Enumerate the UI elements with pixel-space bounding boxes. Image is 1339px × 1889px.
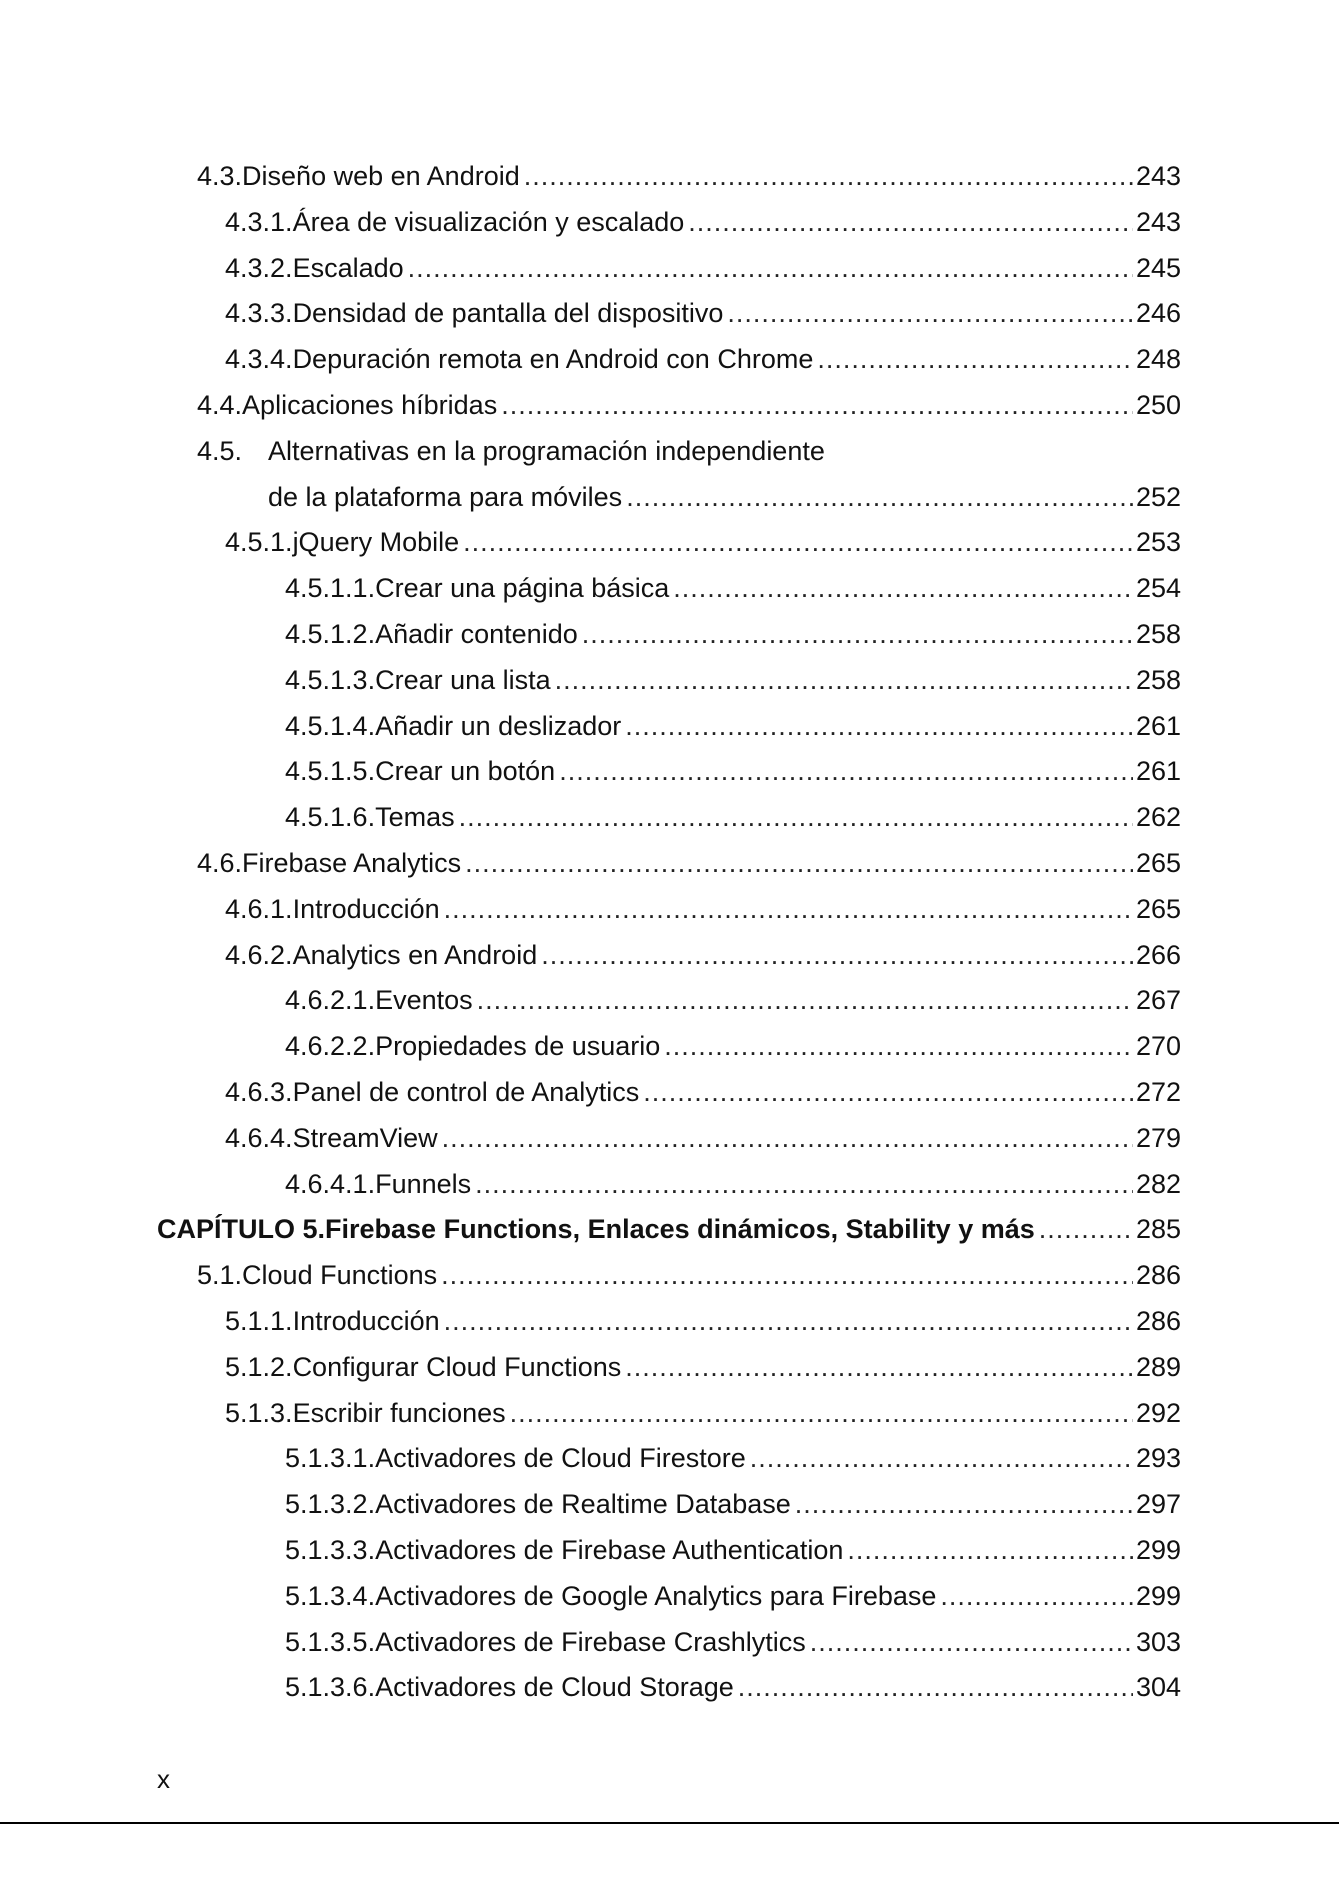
- entry-number: 4.6.1.: [225, 893, 293, 924]
- toc-entry[interactable]: [0, 612, 1339, 658]
- dot-leader: [524, 154, 1133, 200]
- entry-number: 4.5.1.1.: [285, 573, 376, 604]
- entry-number: 4.5.1.: [225, 527, 293, 558]
- entry-number: 4.6.4.1.: [285, 1168, 376, 1199]
- toc-chapter-entry[interactable]: [0, 1207, 1339, 1253]
- toc-entry[interactable]: [0, 841, 1339, 887]
- toc-entry[interactable]: [0, 704, 1339, 750]
- entry-number: 4.3.3.: [225, 298, 293, 329]
- dot-leader: [501, 383, 1133, 429]
- toc-entry[interactable]: [0, 337, 1339, 383]
- chapter-title: Firebase Functions, Enlaces dinámicos, Stability y más: [325, 1214, 1035, 1245]
- entry-title: Panel de control de Analytics: [292, 1076, 640, 1107]
- entry-page: 248: [1135, 344, 1181, 375]
- dot-leader: [738, 1665, 1133, 1711]
- entry-page: 250: [1135, 389, 1181, 420]
- entry-title: Crear una lista: [375, 664, 551, 695]
- entry-number: 5.1.3.1.: [285, 1443, 376, 1474]
- toc-entry[interactable]: [0, 1620, 1339, 1666]
- dot-leader: [643, 1070, 1133, 1116]
- entry-page: 243: [1135, 161, 1181, 191]
- dot-leader: [795, 1482, 1133, 1528]
- entry-title: Activadores de Cloud Storage: [375, 1672, 734, 1703]
- entry-number: 5.1.3.5.: [285, 1626, 376, 1657]
- entry-page: 243: [1135, 206, 1181, 237]
- toc-entry[interactable]: [0, 1162, 1339, 1208]
- entry-page: 297: [1135, 1489, 1181, 1520]
- entry-page: 286: [1135, 1305, 1181, 1336]
- entry-page: 258: [1135, 664, 1181, 695]
- toc-entry[interactable]: [0, 1665, 1339, 1711]
- dot-leader: [940, 1574, 1133, 1620]
- entry-number: 5.1.1.: [225, 1305, 293, 1336]
- entry-page: 303: [1135, 1626, 1181, 1657]
- entry-title: Eventos: [375, 985, 473, 1016]
- entry-number: 5.1.3.3.: [285, 1534, 376, 1565]
- entry-title: Introducción: [292, 1305, 440, 1336]
- toc-entry[interactable]: [0, 520, 1339, 566]
- toc-entry[interactable]: [0, 887, 1339, 933]
- dot-leader: [477, 978, 1133, 1024]
- toc-entry[interactable]: [0, 383, 1339, 429]
- dot-leader: [817, 337, 1133, 383]
- entry-title: Densidad de pantalla del dispositivo: [292, 298, 724, 329]
- entry-title: Añadir contenido: [375, 618, 578, 649]
- dot-leader: [625, 1345, 1133, 1391]
- toc-entry[interactable]: [0, 749, 1339, 795]
- entry-number: 4.3.: [197, 161, 243, 191]
- dot-leader: [810, 1620, 1133, 1666]
- toc-entry[interactable]: [0, 1116, 1339, 1162]
- entry-number: 4.5.1.2.: [285, 618, 376, 649]
- entry-title: Activadores de Realtime Database: [375, 1489, 791, 1520]
- entry-title: Crear una página básica: [375, 573, 670, 604]
- entry-title: Activadores de Cloud Firestore: [375, 1443, 746, 1474]
- entry-title: Cloud Functions: [242, 1260, 438, 1291]
- toc-entry[interactable]: [0, 1574, 1339, 1620]
- toc-entry[interactable]: [0, 1436, 1339, 1482]
- toc-entry[interactable]: [0, 1299, 1339, 1345]
- entry-page: 293: [1135, 1443, 1181, 1474]
- dot-leader: [444, 887, 1133, 933]
- entry-title: Crear un botón: [375, 756, 556, 787]
- entry-title: Escalado: [292, 252, 404, 283]
- dot-leader: [559, 749, 1133, 795]
- entry-number: 4.3.4.: [225, 344, 293, 375]
- toc-entry-continuation[interactable]: [0, 475, 1339, 521]
- dot-leader: [750, 1436, 1133, 1482]
- entry-number: 4.6.: [197, 847, 243, 878]
- entry-title: Diseño web en Android: [242, 161, 520, 191]
- page-number: x: [157, 1764, 170, 1794]
- toc-entry[interactable]: [0, 1345, 1339, 1391]
- chapter-number: CAPÍTULO 5.: [157, 1214, 326, 1245]
- entry-number: 4.5.1.3.: [285, 664, 376, 695]
- entry-page: 254: [1135, 573, 1181, 604]
- dot-leader: [673, 566, 1133, 612]
- dot-leader: [1039, 1207, 1133, 1253]
- entry-number: 4.6.2.2.: [285, 1031, 376, 1062]
- entry-title: Área de visualización y escalado: [292, 206, 685, 237]
- entry-page: 272: [1135, 1076, 1181, 1107]
- dot-leader: [625, 704, 1133, 750]
- entry-title: Funnels: [375, 1168, 472, 1199]
- entry-page: 292: [1135, 1397, 1181, 1428]
- entry-number: 5.1.2.: [225, 1351, 293, 1382]
- entry-page: 299: [1135, 1534, 1181, 1565]
- entry-title: StreamView: [292, 1122, 438, 1153]
- entry-page: 267: [1135, 985, 1181, 1016]
- entry-title: Alternativas en la programación independiente: [268, 435, 825, 466]
- toc-entry[interactable]: [0, 658, 1339, 704]
- dot-leader: [847, 1528, 1133, 1574]
- entry-title: Activadores de Firebase Crashlytics: [375, 1626, 806, 1657]
- toc-entry[interactable]: [0, 291, 1339, 337]
- dot-leader: [459, 795, 1133, 841]
- entry-page: 245: [1135, 252, 1181, 283]
- dot-leader: [727, 291, 1133, 337]
- entry-page: 265: [1135, 893, 1181, 924]
- entry-number: 4.6.3.: [225, 1076, 293, 1107]
- entry-number: 4.3.1.: [225, 206, 293, 237]
- toc-entry[interactable]: [0, 1024, 1339, 1070]
- entry-title: Firebase Analytics: [242, 847, 462, 878]
- entry-title: Temas: [375, 802, 455, 833]
- entry-page: 258: [1135, 618, 1181, 649]
- entry-title: Depuración remota en Android con Chrome: [292, 344, 814, 375]
- dot-leader: [465, 841, 1133, 887]
- toc-entry[interactable]: [0, 1253, 1339, 1299]
- toc-entry[interactable]: [0, 933, 1339, 979]
- toc-entry[interactable]: [0, 200, 1339, 246]
- footer-divider: [0, 1822, 1339, 1824]
- entry-page: 279: [1135, 1122, 1181, 1153]
- entry-title: Activadores de Google Analytics para Firebase: [375, 1580, 937, 1611]
- entry-number: 5.1.3.2.: [285, 1489, 376, 1520]
- dot-leader: [444, 1299, 1133, 1345]
- entry-number: 4.5.1.5.: [285, 756, 376, 787]
- dot-leader: [475, 1162, 1133, 1208]
- entry-number: 4.5.1.4.: [285, 710, 376, 741]
- entry-title: Activadores de Firebase Authentication: [375, 1534, 844, 1565]
- toc-entry[interactable]: [0, 1482, 1339, 1528]
- toc-entry[interactable]: [0, 1391, 1339, 1437]
- entry-page: 261: [1135, 710, 1181, 741]
- entry-page: 299: [1135, 1580, 1181, 1611]
- entry-page: 252: [1135, 481, 1181, 512]
- entry-number: 5.1.3.: [225, 1397, 293, 1428]
- entry-number: 4.6.2.1.: [285, 985, 376, 1016]
- dot-leader: [510, 1391, 1133, 1437]
- entry-title: Escribir funciones: [292, 1397, 506, 1428]
- entry-page: 304: [1135, 1672, 1181, 1703]
- entry-number: 4.6.2.: [225, 939, 293, 970]
- dot-leader: [442, 1116, 1133, 1162]
- dot-leader: [582, 612, 1133, 658]
- toc-entry[interactable]: [0, 978, 1339, 1024]
- entry-page: 246: [1135, 298, 1181, 329]
- entry-page: 282: [1135, 1168, 1181, 1199]
- dot-leader: [555, 658, 1133, 704]
- entry-page: 266: [1135, 939, 1181, 970]
- dot-leader: [441, 1253, 1133, 1299]
- dot-leader: [688, 200, 1133, 246]
- toc-entry[interactable]: [0, 429, 1339, 475]
- entry-title: Introducción: [292, 893, 440, 924]
- entry-page: 253: [1135, 527, 1181, 558]
- entry-title: Añadir un deslizador: [375, 710, 622, 741]
- entry-number: 5.1.3.4.: [285, 1580, 376, 1611]
- entry-number: 4.6.4.: [225, 1122, 293, 1153]
- entry-page: 270: [1135, 1031, 1181, 1062]
- toc-entry[interactable]: [0, 154, 1339, 200]
- dot-leader: [626, 475, 1133, 521]
- toc-entry[interactable]: [0, 566, 1339, 612]
- entry-page: 289: [1135, 1351, 1181, 1382]
- entry-title: de la plataforma para móviles: [268, 481, 623, 512]
- toc-entry[interactable]: [0, 1070, 1339, 1116]
- entry-title: Aplicaciones híbridas: [242, 389, 498, 420]
- entry-number: 4.5.1.6.: [285, 802, 376, 833]
- entry-page: 285: [1135, 1214, 1181, 1245]
- entry-page: 261: [1135, 756, 1181, 787]
- dot-leader: [463, 520, 1133, 566]
- entry-number: 4.5.: [197, 435, 243, 466]
- table-of-contents: [0, 154, 1339, 1711]
- entry-page: 262: [1135, 802, 1181, 833]
- toc-entry[interactable]: [0, 795, 1339, 841]
- dot-leader: [408, 246, 1133, 292]
- toc-entry[interactable]: [0, 1528, 1339, 1574]
- entry-title: Analytics en Android: [292, 939, 538, 970]
- entry-number: 4.3.2.: [225, 252, 293, 283]
- entry-page: 286: [1135, 1260, 1181, 1291]
- entry-title: Configurar Cloud Functions: [292, 1351, 622, 1382]
- dot-leader: [541, 933, 1133, 979]
- entry-page: 265: [1135, 847, 1181, 878]
- entry-title: jQuery Mobile: [292, 527, 460, 558]
- entry-number: 5.1.3.6.: [285, 1672, 376, 1703]
- entry-title: Propiedades de usuario: [375, 1031, 661, 1062]
- toc-entry[interactable]: [0, 246, 1339, 292]
- entry-number: 5.1.: [197, 1260, 243, 1291]
- entry-number: 4.4.: [197, 389, 243, 420]
- dot-leader: [664, 1024, 1133, 1070]
